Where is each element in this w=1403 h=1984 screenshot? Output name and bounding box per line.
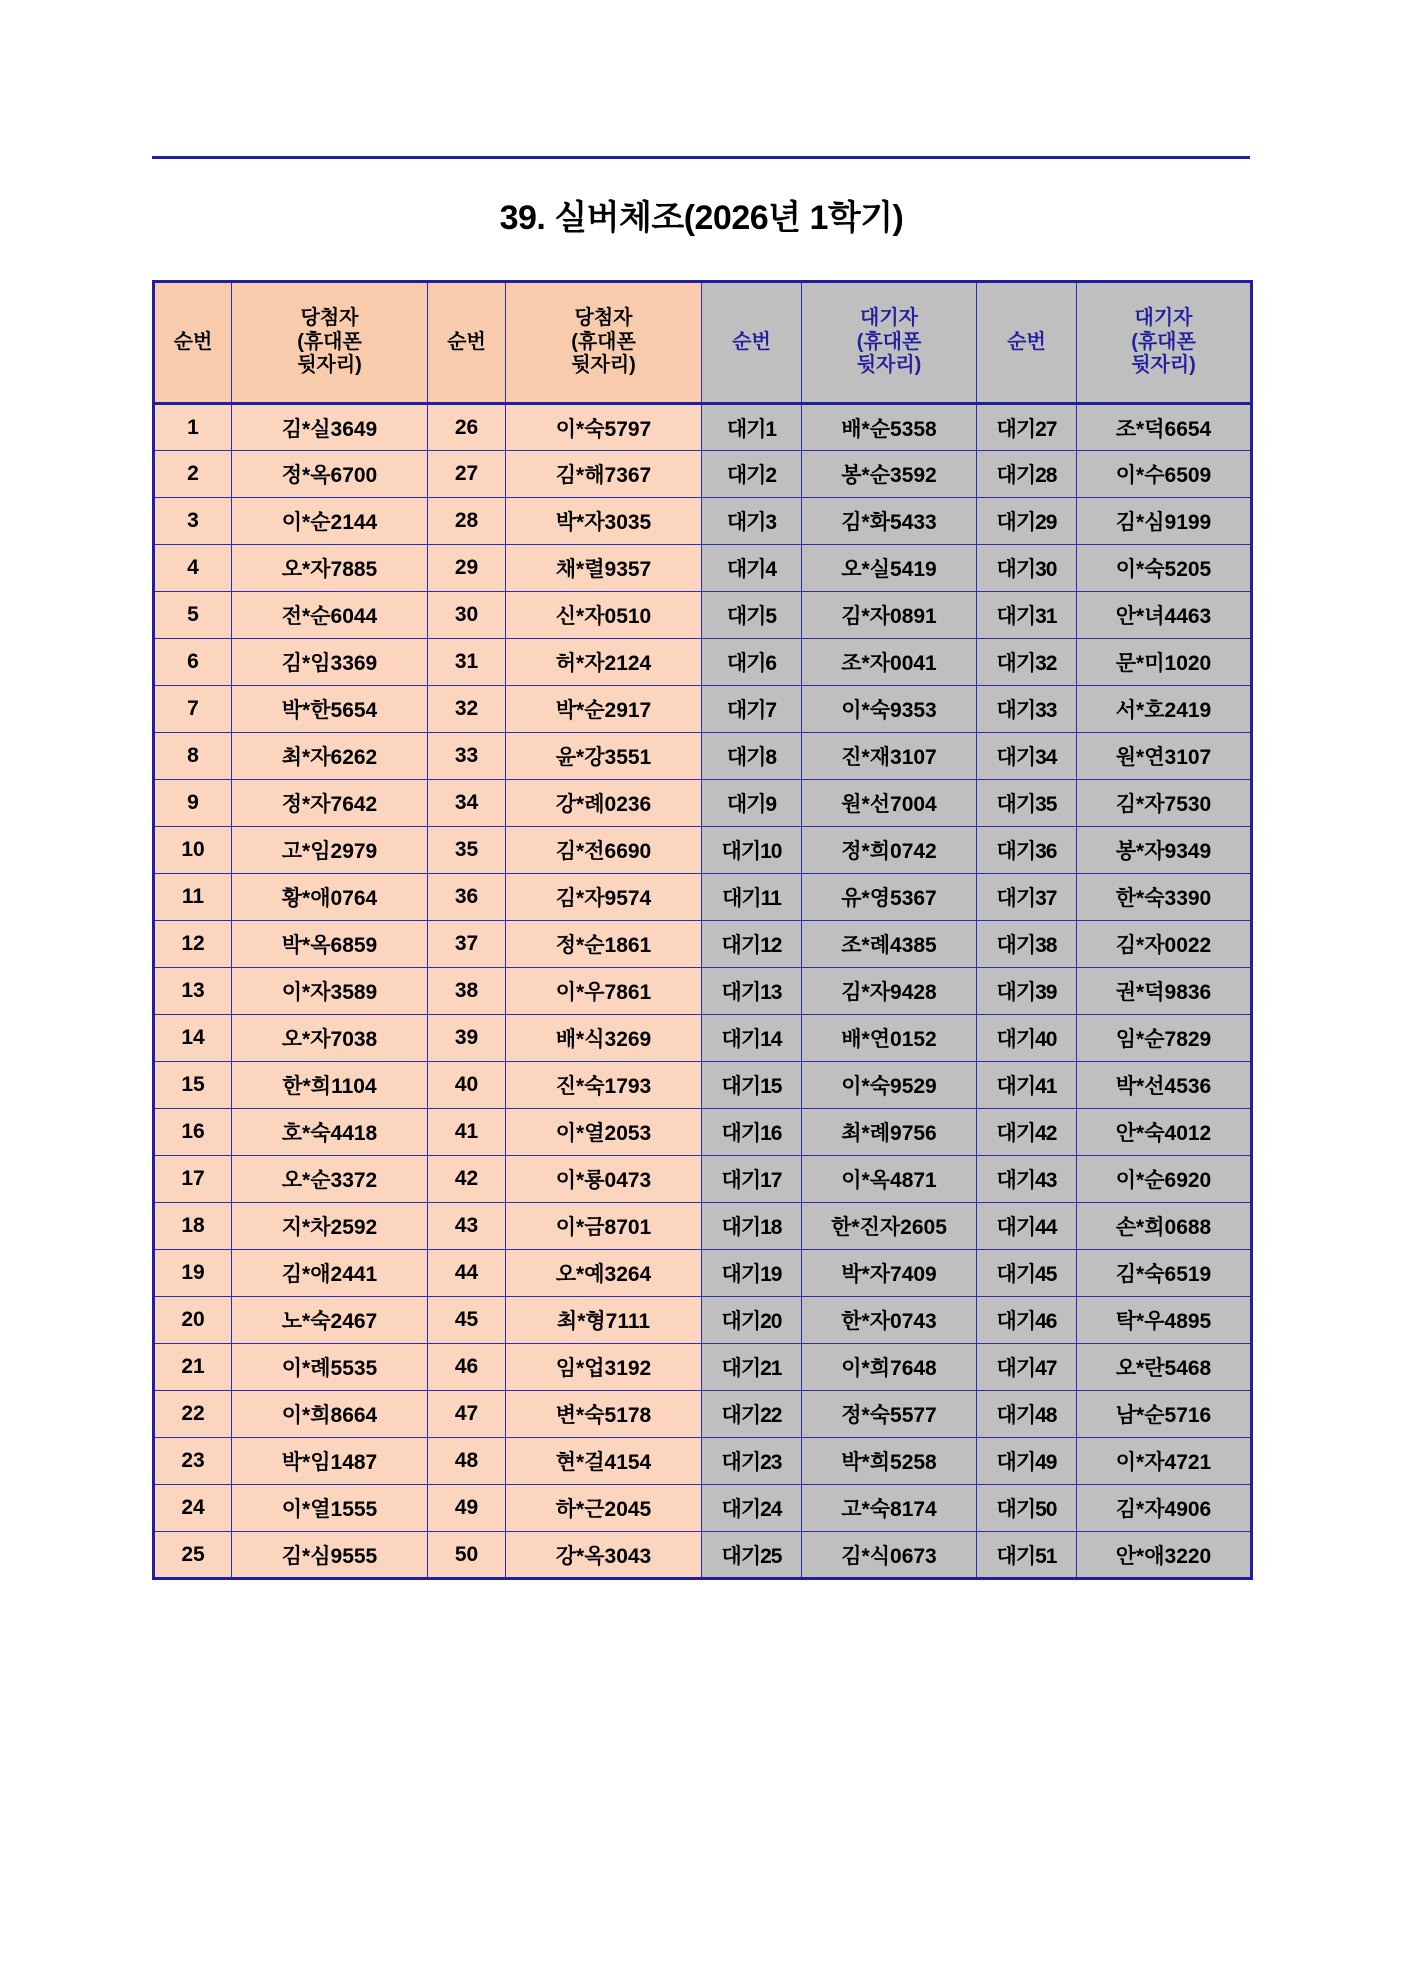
table-row: [154, 780, 1252, 827]
cell-waiting-name-2: 문*미1020: [1077, 639, 1252, 686]
cell-winner-name-1: 이*열1555: [232, 1485, 428, 1532]
cell-winner-num-1: 25: [154, 1532, 232, 1579]
cell-waiting-name-1: 한*진자2605: [802, 1203, 977, 1250]
cell-waiting-num-1: 대기20: [702, 1297, 802, 1344]
cell-waiting-num-2: 대기32: [977, 639, 1077, 686]
cell-waiting-num-2: 대기47: [977, 1344, 1077, 1391]
cell-waiting-name-2: 권*덕9836: [1077, 968, 1252, 1015]
cell-winner-name-1: 호*숙4418: [232, 1109, 428, 1156]
table-row: [154, 1250, 1252, 1297]
cell-waiting-num-2: 대기31: [977, 592, 1077, 639]
lottery-table-container: [152, 280, 1250, 1580]
cell-waiting-name-1: 원*선7004: [802, 780, 977, 827]
cell-waiting-name-2: 김*심9199: [1077, 498, 1252, 545]
cell-waiting-name-1: 배*연0152: [802, 1015, 977, 1062]
cell-winner-num-2: 48: [428, 1438, 506, 1485]
cell-winner-name-1: 김*임3369: [232, 639, 428, 686]
header-waiting-line3: 뒷자리): [856, 354, 922, 377]
cell-waiting-name-2: 한*숙3390: [1077, 874, 1252, 921]
header-winner-name-1: [232, 282, 428, 404]
cell-winner-num-2: 32: [428, 686, 506, 733]
cell-waiting-name-2: 손*희0688: [1077, 1203, 1252, 1250]
cell-winner-name-1: 이*순2144: [232, 498, 428, 545]
cell-waiting-num-2: 대기34: [977, 733, 1077, 780]
table-row: [154, 1109, 1252, 1156]
header-winner-name-2: [506, 282, 702, 404]
cell-winner-num-1: 14: [154, 1015, 232, 1062]
cell-waiting-name-2: 안*애3220: [1077, 1532, 1252, 1579]
cell-waiting-num-1: 대기24: [702, 1485, 802, 1532]
cell-waiting-num-2: 대기28: [977, 451, 1077, 498]
cell-winner-name-1: 정*자7642: [232, 780, 428, 827]
cell-winner-num-1: 8: [154, 733, 232, 780]
cell-waiting-name-2: 안*녀4463: [1077, 592, 1252, 639]
cell-waiting-name-2: 서*호2419: [1077, 686, 1252, 733]
header-waiting-line1: 대기자: [860, 307, 918, 330]
cell-winner-name-2: 최*형7111: [506, 1297, 702, 1344]
cell-winner-num-1: 7: [154, 686, 232, 733]
table-row: [154, 1485, 1252, 1532]
cell-winner-name-2: 이*룡0473: [506, 1156, 702, 1203]
cell-waiting-num-2: 대기40: [977, 1015, 1077, 1062]
cell-waiting-num-1: 대기8: [702, 733, 802, 780]
table-row: [154, 498, 1252, 545]
cell-waiting-num-2: 대기43: [977, 1156, 1077, 1203]
cell-waiting-name-2: 탁*우4895: [1077, 1297, 1252, 1344]
cell-waiting-num-1: 대기19: [702, 1250, 802, 1297]
table-header: [154, 282, 1252, 404]
cell-winner-num-2: 45: [428, 1297, 506, 1344]
cell-winner-name-1: 박*임1487: [232, 1438, 428, 1485]
cell-winner-num-2: 36: [428, 874, 506, 921]
table-row: [154, 1297, 1252, 1344]
cell-waiting-num-1: 대기7: [702, 686, 802, 733]
cell-waiting-num-2: 대기38: [977, 921, 1077, 968]
cell-winner-name-2: 박*자3035: [506, 498, 702, 545]
table-row: [154, 592, 1252, 639]
cell-winner-name-1: 정*옥6700: [232, 451, 428, 498]
cell-winner-num-2: 31: [428, 639, 506, 686]
header-waiting-name-1: [802, 282, 977, 404]
cell-winner-num-1: 15: [154, 1062, 232, 1109]
cell-waiting-num-2: 대기29: [977, 498, 1077, 545]
cell-winner-name-1: 김*심9555: [232, 1532, 428, 1579]
cell-waiting-num-2: 대기27: [977, 404, 1077, 451]
header-winner-line1-b: 당첨자: [574, 307, 633, 330]
cell-winner-name-2: 채*렬9357: [506, 545, 702, 592]
table-row: [154, 686, 1252, 733]
cell-winner-name-1: 김*실3649: [232, 404, 428, 451]
cell-winner-num-1: 4: [154, 545, 232, 592]
table-row: [154, 639, 1252, 686]
cell-waiting-name-1: 정*희0742: [802, 827, 977, 874]
cell-winner-num-1: 10: [154, 827, 232, 874]
cell-winner-num-1: 12: [154, 921, 232, 968]
cell-waiting-num-2: 대기48: [977, 1391, 1077, 1438]
cell-waiting-name-1: 배*순5358: [802, 404, 977, 451]
header-winner-line3: 뒷자리): [297, 354, 362, 377]
table-row: [154, 1062, 1252, 1109]
cell-winner-name-1: 이*자3589: [232, 968, 428, 1015]
cell-waiting-name-1: 고*숙8174: [802, 1485, 977, 1532]
cell-waiting-num-1: 대기1: [702, 404, 802, 451]
cell-winner-name-2: 정*순1861: [506, 921, 702, 968]
header-winner-line3-b: 뒷자리): [571, 354, 636, 377]
cell-winner-num-2: 40: [428, 1062, 506, 1109]
cell-winner-name-1: 오*순3372: [232, 1156, 428, 1203]
cell-waiting-num-1: 대기22: [702, 1391, 802, 1438]
header-winner-line1: 당첨자: [300, 307, 359, 330]
cell-waiting-name-2: 김*자7530: [1077, 780, 1252, 827]
cell-winner-name-2: 이*우7861: [506, 968, 702, 1015]
cell-winner-num-2: 35: [428, 827, 506, 874]
cell-winner-name-2: 이*숙5797: [506, 404, 702, 451]
cell-winner-name-1: 오*자7038: [232, 1015, 428, 1062]
table-row: [154, 1156, 1252, 1203]
cell-winner-num-2: 26: [428, 404, 506, 451]
cell-waiting-num-2: 대기42: [977, 1109, 1077, 1156]
cell-winner-name-1: 지*차2592: [232, 1203, 428, 1250]
cell-winner-num-2: 27: [428, 451, 506, 498]
cell-winner-name-1: 오*자7885: [232, 545, 428, 592]
cell-winner-name-2: 김*전6690: [506, 827, 702, 874]
cell-winner-name-1: 이*희8664: [232, 1391, 428, 1438]
cell-winner-name-1: 한*희1104: [232, 1062, 428, 1109]
cell-waiting-name-1: 한*자0743: [802, 1297, 977, 1344]
cell-waiting-name-1: 이*숙9353: [802, 686, 977, 733]
cell-waiting-num-2: 대기41: [977, 1062, 1077, 1109]
cell-waiting-num-1: 대기11: [702, 874, 802, 921]
cell-winner-num-1: 13: [154, 968, 232, 1015]
cell-winner-name-1: 최*자6262: [232, 733, 428, 780]
cell-winner-name-2: 허*자2124: [506, 639, 702, 686]
cell-waiting-num-1: 대기25: [702, 1532, 802, 1579]
cell-waiting-num-2: 대기30: [977, 545, 1077, 592]
cell-winner-name-2: 김*자9574: [506, 874, 702, 921]
cell-waiting-num-2: 대기45: [977, 1250, 1077, 1297]
table-row: [154, 733, 1252, 780]
cell-waiting-num-1: 대기15: [702, 1062, 802, 1109]
cell-waiting-name-1: 진*재3107: [802, 733, 977, 780]
cell-waiting-num-2: 대기50: [977, 1485, 1077, 1532]
cell-winner-num-1: 1: [154, 404, 232, 451]
cell-waiting-name-1: 박*희5258: [802, 1438, 977, 1485]
cell-waiting-num-2: 대기44: [977, 1203, 1077, 1250]
header-waiting-line3-b: 뒷자리): [1131, 354, 1196, 377]
cell-winner-num-1: 5: [154, 592, 232, 639]
cell-waiting-num-2: 대기33: [977, 686, 1077, 733]
cell-waiting-name-2: 김*숙6519: [1077, 1250, 1252, 1297]
header-waiting-line1-b: 대기자: [1134, 307, 1193, 330]
cell-waiting-name-2: 안*숙4012: [1077, 1109, 1252, 1156]
cell-waiting-name-1: 이*희7648: [802, 1344, 977, 1391]
table-row: [154, 451, 1252, 498]
table-row: [154, 968, 1252, 1015]
cell-winner-num-2: 43: [428, 1203, 506, 1250]
cell-waiting-name-1: 김*화5433: [802, 498, 977, 545]
cell-winner-name-1: 김*애2441: [232, 1250, 428, 1297]
lottery-table: [152, 280, 1253, 1580]
cell-waiting-num-2: 대기49: [977, 1438, 1077, 1485]
header-waiting-num-1: 순번: [702, 282, 802, 404]
cell-waiting-num-2: 대기39: [977, 968, 1077, 1015]
header-rule: [152, 156, 1250, 159]
cell-waiting-name-2: 이*순6920: [1077, 1156, 1252, 1203]
cell-winner-name-1: 고*임2979: [232, 827, 428, 874]
cell-waiting-name-2: 이*수6509: [1077, 451, 1252, 498]
cell-winner-name-2: 강*옥3043: [506, 1532, 702, 1579]
cell-winner-name-2: 오*예3264: [506, 1250, 702, 1297]
header-winner-num-2: 순번: [428, 282, 506, 404]
cell-waiting-name-1: 조*례4385: [802, 921, 977, 968]
cell-waiting-name-2: 남*순5716: [1077, 1391, 1252, 1438]
cell-winner-name-2: 이*열2053: [506, 1109, 702, 1156]
cell-waiting-num-2: 대기37: [977, 874, 1077, 921]
cell-waiting-num-1: 대기21: [702, 1344, 802, 1391]
cell-waiting-name-1: 정*숙5577: [802, 1391, 977, 1438]
cell-winner-name-1: 박*한5654: [232, 686, 428, 733]
header-waiting-line2: (휴대폰: [856, 330, 922, 353]
cell-winner-name-2: 강*례0236: [506, 780, 702, 827]
cell-waiting-num-1: 대기6: [702, 639, 802, 686]
cell-winner-num-2: 50: [428, 1532, 506, 1579]
cell-waiting-num-1: 대기3: [702, 498, 802, 545]
cell-winner-num-2: 44: [428, 1250, 506, 1297]
cell-waiting-name-1: 봉*순3592: [802, 451, 977, 498]
cell-winner-num-1: 17: [154, 1156, 232, 1203]
cell-winner-name-2: 신*자0510: [506, 592, 702, 639]
cell-winner-num-2: 28: [428, 498, 506, 545]
cell-winner-name-2: 현*걸4154: [506, 1438, 702, 1485]
cell-winner-num-1: 19: [154, 1250, 232, 1297]
cell-winner-num-2: 30: [428, 592, 506, 639]
cell-winner-num-1: 23: [154, 1438, 232, 1485]
cell-winner-num-1: 3: [154, 498, 232, 545]
cell-waiting-num-1: 대기2: [702, 451, 802, 498]
table-row: [154, 545, 1252, 592]
cell-winner-name-2: 윤*강3551: [506, 733, 702, 780]
cell-winner-num-2: 39: [428, 1015, 506, 1062]
cell-winner-num-1: 21: [154, 1344, 232, 1391]
cell-winner-num-1: 24: [154, 1485, 232, 1532]
cell-waiting-num-1: 대기12: [702, 921, 802, 968]
cell-waiting-name-1: 이*옥4871: [802, 1156, 977, 1203]
cell-waiting-num-1: 대기10: [702, 827, 802, 874]
cell-winner-name-1: 박*옥6859: [232, 921, 428, 968]
header-waiting-num-2: 순번: [977, 282, 1077, 404]
cell-waiting-num-1: 대기9: [702, 780, 802, 827]
cell-waiting-num-2: 대기36: [977, 827, 1077, 874]
cell-waiting-name-2: 임*순7829: [1077, 1015, 1252, 1062]
cell-waiting-name-1: 김*자9428: [802, 968, 977, 1015]
cell-waiting-num-1: 대기16: [702, 1109, 802, 1156]
cell-winner-num-2: 41: [428, 1109, 506, 1156]
table-row: [154, 1438, 1252, 1485]
cell-winner-num-2: 38: [428, 968, 506, 1015]
cell-waiting-name-1: 박*자7409: [802, 1250, 977, 1297]
cell-winner-name-2: 배*식3269: [506, 1015, 702, 1062]
cell-winner-num-1: 18: [154, 1203, 232, 1250]
table-row: [154, 921, 1252, 968]
header-winner-num-1: 순번: [154, 282, 232, 404]
cell-winner-num-2: 49: [428, 1485, 506, 1532]
header-waiting-name-2: [1077, 282, 1252, 404]
cell-winner-name-2: 김*해7367: [506, 451, 702, 498]
header-waiting-line2-b: (휴대폰: [1131, 330, 1196, 353]
cell-winner-num-1: 2: [154, 451, 232, 498]
cell-winner-num-2: 47: [428, 1391, 506, 1438]
cell-waiting-name-1: 최*례9756: [802, 1109, 977, 1156]
cell-waiting-num-1: 대기13: [702, 968, 802, 1015]
table-row: [154, 1532, 1252, 1579]
cell-waiting-name-1: 이*숙9529: [802, 1062, 977, 1109]
header-winner-line2: (휴대폰: [297, 330, 362, 353]
cell-winner-name-2: 박*순2917: [506, 686, 702, 733]
cell-waiting-name-2: 김*자0022: [1077, 921, 1252, 968]
table-row: [154, 874, 1252, 921]
cell-winner-num-1: 11: [154, 874, 232, 921]
table-row: [154, 827, 1252, 874]
cell-winner-name-1: 노*숙2467: [232, 1297, 428, 1344]
cell-winner-name-1: 황*애0764: [232, 874, 428, 921]
cell-waiting-num-1: 대기4: [702, 545, 802, 592]
table-row: [154, 1015, 1252, 1062]
cell-waiting-num-2: 대기51: [977, 1532, 1077, 1579]
cell-waiting-num-1: 대기5: [702, 592, 802, 639]
cell-winner-num-2: 33: [428, 733, 506, 780]
cell-winner-num-2: 34: [428, 780, 506, 827]
cell-waiting-name-1: 조*자0041: [802, 639, 977, 686]
cell-waiting-num-1: 대기18: [702, 1203, 802, 1250]
table-header-row: [154, 282, 1252, 404]
cell-winner-num-1: 22: [154, 1391, 232, 1438]
cell-winner-num-2: 46: [428, 1344, 506, 1391]
cell-waiting-num-1: 대기14: [702, 1015, 802, 1062]
cell-winner-name-1: 이*례5535: [232, 1344, 428, 1391]
table-row: [154, 1344, 1252, 1391]
cell-winner-num-1: 20: [154, 1297, 232, 1344]
cell-waiting-name-1: 김*자0891: [802, 592, 977, 639]
cell-winner-name-2: 진*숙1793: [506, 1062, 702, 1109]
cell-waiting-name-2: 오*란5468: [1077, 1344, 1252, 1391]
table-row: [154, 1203, 1252, 1250]
table-body: [154, 404, 1252, 1579]
cell-winner-num-2: 42: [428, 1156, 506, 1203]
cell-winner-name-2: 이*금8701: [506, 1203, 702, 1250]
cell-winner-name-2: 하*근2045: [506, 1485, 702, 1532]
table-row: [154, 1391, 1252, 1438]
cell-waiting-num-2: 대기35: [977, 780, 1077, 827]
cell-winner-num-1: 16: [154, 1109, 232, 1156]
cell-waiting-name-2: 박*선4536: [1077, 1062, 1252, 1109]
cell-winner-num-1: 6: [154, 639, 232, 686]
cell-waiting-name-1: 오*실5419: [802, 545, 977, 592]
cell-waiting-name-1: 김*식0673: [802, 1532, 977, 1579]
cell-winner-num-2: 29: [428, 545, 506, 592]
header-winner-line2-b: (휴대폰: [571, 330, 636, 353]
cell-waiting-name-2: 원*연3107: [1077, 733, 1252, 780]
cell-winner-name-1: 전*순6044: [232, 592, 428, 639]
cell-winner-num-1: 9: [154, 780, 232, 827]
page-title: 39. 실버체조(2026년 1학기): [499, 199, 904, 237]
cell-waiting-name-2: 이*숙5205: [1077, 545, 1252, 592]
table-row: [154, 404, 1252, 451]
cell-waiting-name-1: 유*영5367: [802, 874, 977, 921]
cell-winner-num-2: 37: [428, 921, 506, 968]
cell-winner-name-2: 변*숙5178: [506, 1391, 702, 1438]
cell-waiting-num-1: 대기23: [702, 1438, 802, 1485]
cell-waiting-name-2: 김*자4906: [1077, 1485, 1252, 1532]
cell-waiting-name-2: 봉*자9349: [1077, 827, 1252, 874]
cell-waiting-num-1: 대기17: [702, 1156, 802, 1203]
cell-waiting-name-2: 이*자4721: [1077, 1438, 1252, 1485]
cell-waiting-name-2: 조*덕6654: [1077, 404, 1252, 451]
cell-waiting-num-2: 대기46: [977, 1297, 1077, 1344]
cell-winner-name-2: 임*업3192: [506, 1344, 702, 1391]
